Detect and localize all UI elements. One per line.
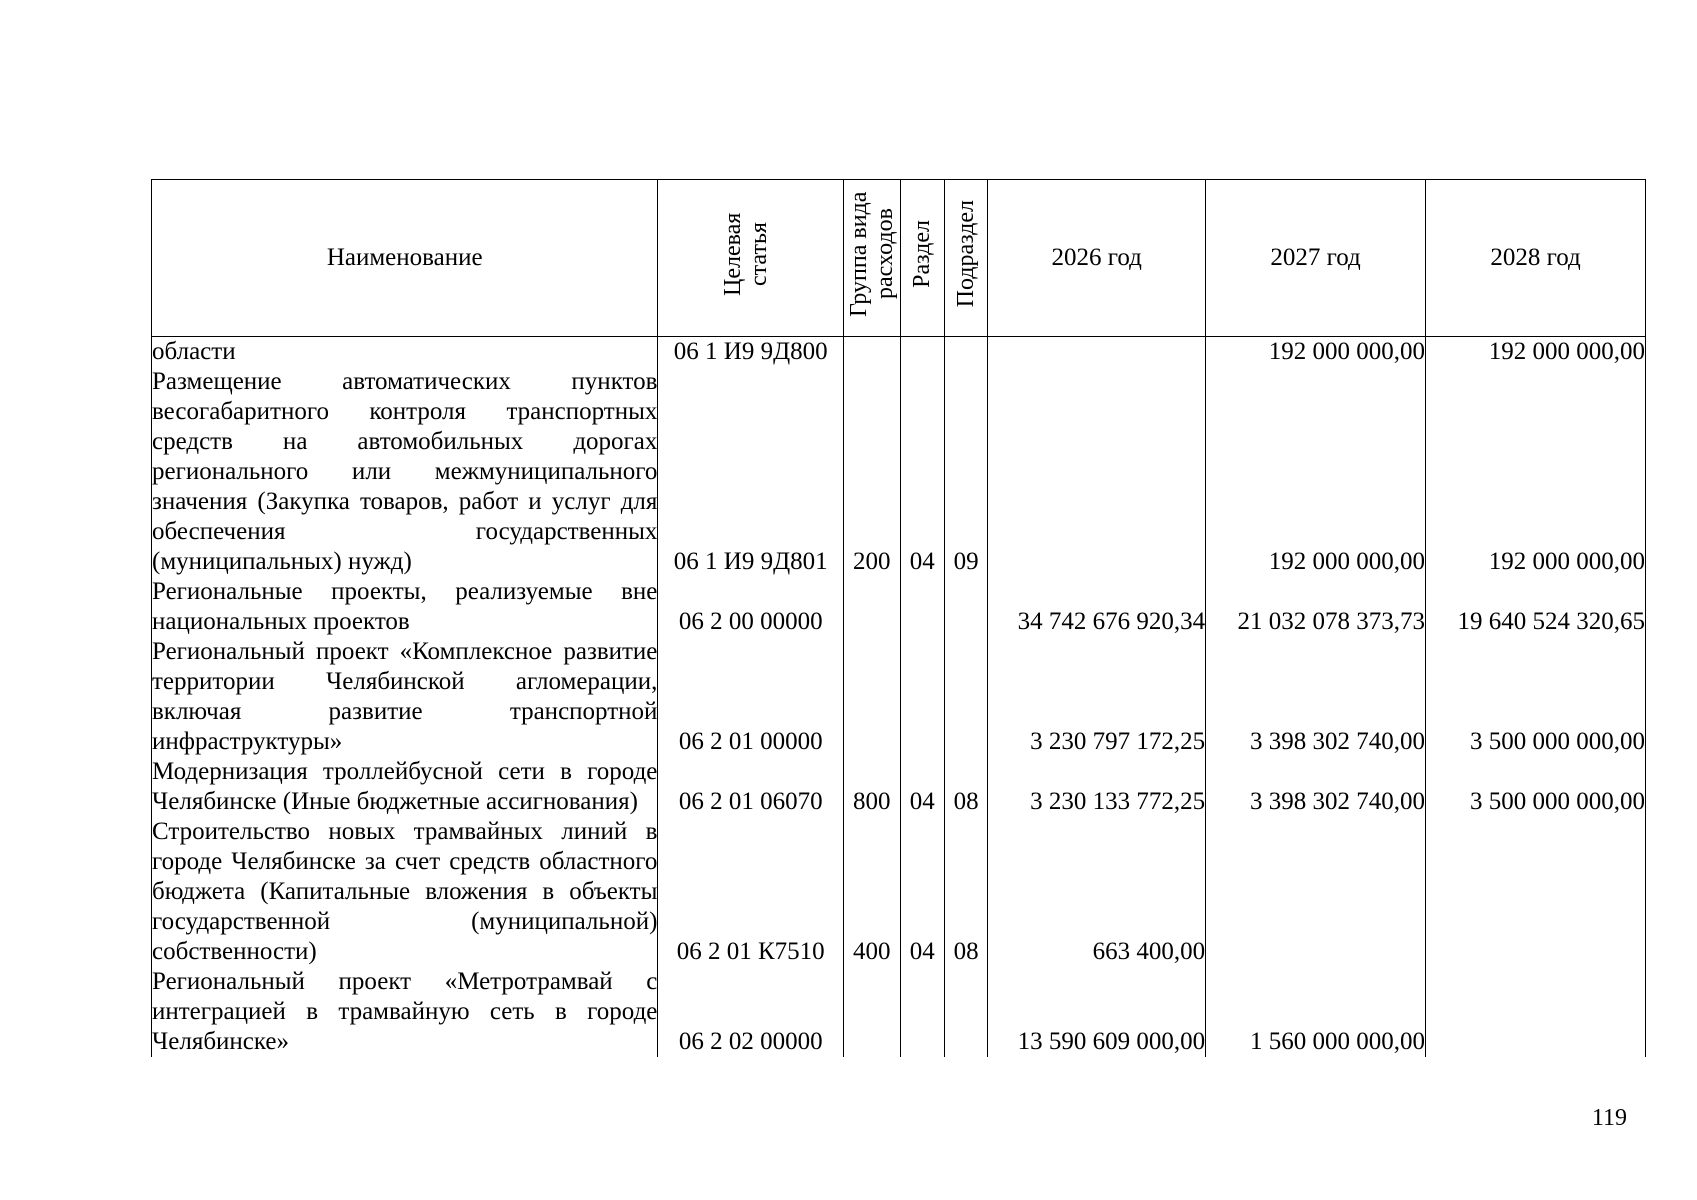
row-amount-2027: 192 000 000,00 [1206, 367, 1426, 577]
row-amount-2026: 3 230 133 772,25 [988, 757, 1206, 817]
table-row [152, 337, 1646, 368]
row-name: Региональные проекты, реализуемые вне национальных проектов [152, 578, 658, 635]
row-name: области [152, 337, 658, 368]
row-amount-2026: 34 742 676 920,34 [988, 577, 1206, 637]
row-section [900, 967, 944, 1057]
header-target-article: Целевая статья [658, 180, 844, 337]
row-subsection: 08 [944, 757, 987, 817]
budget-table [151, 179, 1646, 1057]
row-name: Региональный проект «Метротрамвай с интеграцией в трамвайную сеть в городе Челябинске» [152, 968, 658, 1055]
row-subsection [944, 637, 987, 757]
row-name: Модернизация троллейбусной сети в городе Челябинске (Иные бюджетные ассигнования) [152, 758, 658, 815]
row-amount-2027: 3 398 302 740,00 [1206, 757, 1426, 817]
header-expense-group: Группа вида расходов [844, 180, 900, 337]
row-name: Строительство новых трамвайных линий в городе Челябинске за счет средств областного бюджета (Капитальные вложения в объекты государственной (муниципальной) собственности) [152, 818, 658, 965]
row-amount-2026: 663 400,00 [988, 817, 1206, 967]
row-expense-group: 800 [844, 757, 900, 817]
row-amount-2028: 3 500 000 000,00 [1426, 757, 1646, 817]
row-amount-2027: 1 560 000 000,00 [1206, 967, 1426, 1057]
page-number: 119 [1591, 1105, 1627, 1131]
row-amount-2028: 192 000 000,00 [1426, 337, 1646, 368]
row-amount-2028 [1426, 967, 1646, 1057]
table-row [152, 367, 1646, 577]
row-amount-2026 [988, 337, 1206, 368]
row-section [900, 337, 944, 368]
row-amount-2026: 3 230 797 172,25 [988, 637, 1206, 757]
row-amount-2027: 192 000 000,00 [1206, 337, 1426, 368]
header-subsection: Подраздел [944, 180, 987, 337]
row-target-article: 06 2 00 00000 [658, 577, 844, 637]
row-section: 04 [900, 817, 944, 967]
row-amount-2028 [1426, 817, 1646, 967]
row-expense-group [844, 337, 900, 368]
header-row [152, 180, 1646, 337]
row-name: Размещение автоматических пунктов весогабаритного контроля транспортных средств на автомобильных дорогах регионального или межмуниципального значения (Закупка товаров, работ и услуг для обеспечения государственных (муниципальных) нужд) [152, 368, 658, 575]
row-expense-group [844, 637, 900, 757]
row-section [900, 577, 944, 637]
row-amount-2026 [988, 367, 1206, 577]
row-section: 04 [900, 367, 944, 577]
row-amount-2028: 3 500 000 000,00 [1426, 637, 1646, 757]
table-row [152, 637, 1646, 757]
row-amount-2027: 3 398 302 740,00 [1206, 637, 1426, 757]
row-target-article: 06 2 01 К7510 [658, 817, 844, 967]
table-row [152, 577, 1646, 637]
header-year-2028: 2028 год [1426, 180, 1646, 337]
table-row [152, 757, 1646, 817]
row-amount-2027 [1206, 817, 1426, 967]
table-row [152, 817, 1646, 967]
header-name: Наименование [152, 180, 658, 337]
row-amount-2026: 13 590 609 000,00 [988, 967, 1206, 1057]
row-name: Региональный проект «Комплексное развитие территории Челябинской агломерации, включая развитие транспортной инфраструктуры» [152, 638, 658, 755]
row-amount-2028: 192 000 000,00 [1426, 367, 1646, 577]
row-expense-group [844, 967, 900, 1057]
row-subsection [944, 337, 987, 368]
row-subsection: 09 [944, 367, 987, 577]
row-target-article: 06 2 01 06070 [658, 757, 844, 817]
row-target-article: 06 1 И9 9Д801 [658, 367, 844, 577]
table-row [152, 967, 1646, 1057]
row-target-article: 06 2 02 00000 [658, 967, 844, 1057]
row-amount-2028: 19 640 524 320,65 [1426, 577, 1646, 637]
row-section [900, 637, 944, 757]
row-subsection [944, 967, 987, 1057]
row-section: 04 [900, 757, 944, 817]
row-expense-group [844, 577, 900, 637]
row-amount-2027: 21 032 078 373,73 [1206, 577, 1426, 637]
row-expense-group: 400 [844, 817, 900, 967]
row-subsection: 08 [944, 817, 987, 967]
header-section: Раздел [900, 180, 944, 337]
header-year-2026: 2026 год [988, 180, 1206, 337]
row-target-article: 06 1 И9 9Д800 [658, 337, 844, 368]
row-expense-group: 200 [844, 367, 900, 577]
row-target-article: 06 2 01 00000 [658, 637, 844, 757]
header-year-2027: 2027 год [1206, 180, 1426, 337]
row-subsection [944, 577, 987, 637]
